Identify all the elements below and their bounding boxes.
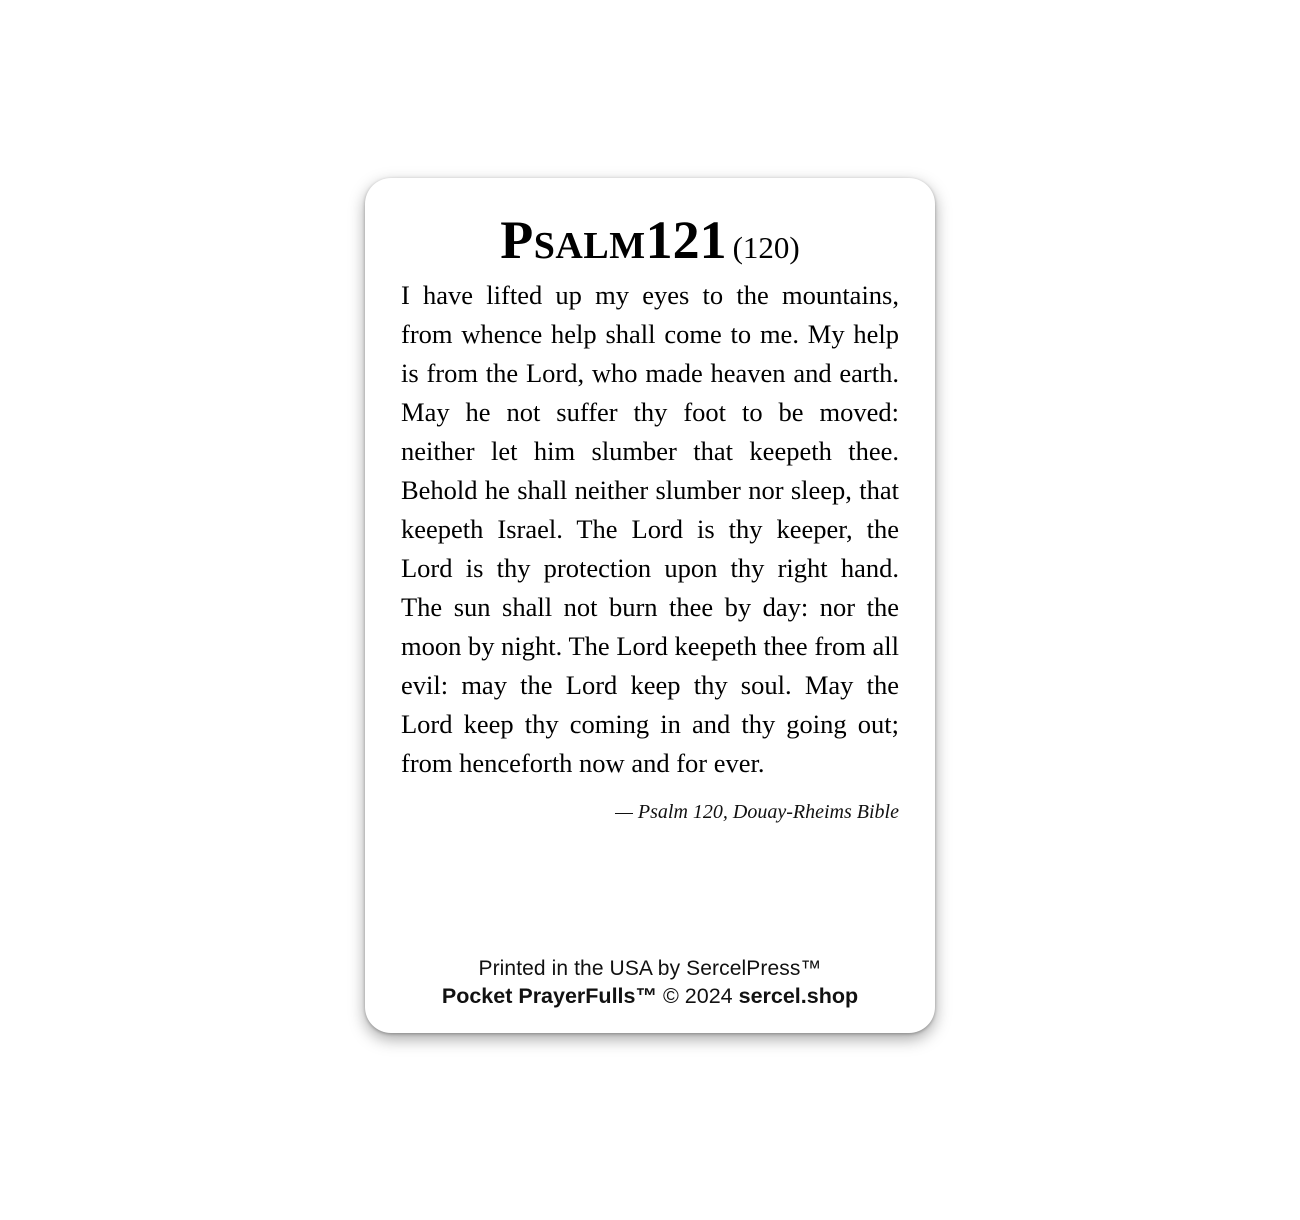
card-footer [401, 957, 899, 1009]
source-attribution: — Psalm 120, Douay-Rheims Bible [615, 800, 899, 823]
footer-website: sercel.shop [738, 983, 859, 1008]
title-book: Psalm [500, 209, 646, 270]
title-alternate-number: (120) [732, 229, 800, 265]
footer-brand: Pocket PrayerFulls™ [441, 983, 657, 1008]
prayer-card [365, 178, 935, 1033]
card-title [401, 209, 899, 270]
footer-printed-line: Printed in the USA by SercelPress™ [478, 956, 822, 980]
footer-brand-line [401, 984, 899, 1009]
footer-copyright: © 2024 [662, 983, 733, 1008]
title-number: 121 [645, 209, 727, 270]
prayer-body-text: I have lifted up my eyes to the mountains, from whence help shall come to me. My help is from the Lord, who made heaven and earth. May he not suffer thy foot to be moved: neither let him slumber that keepeth thee. Behold he shall neither slumber nor sleep, that keepeth Israel. The Lord is thy keeper, the Lord is thy protection upon thy right hand. The sun shall not burn thee by day: nor the moon by night. The Lord keepeth thee from all evil: may the Lord keep thy soul. May the Lord keep thy coming in and thy going out; from henceforth now and for ever. [401, 280, 899, 778]
